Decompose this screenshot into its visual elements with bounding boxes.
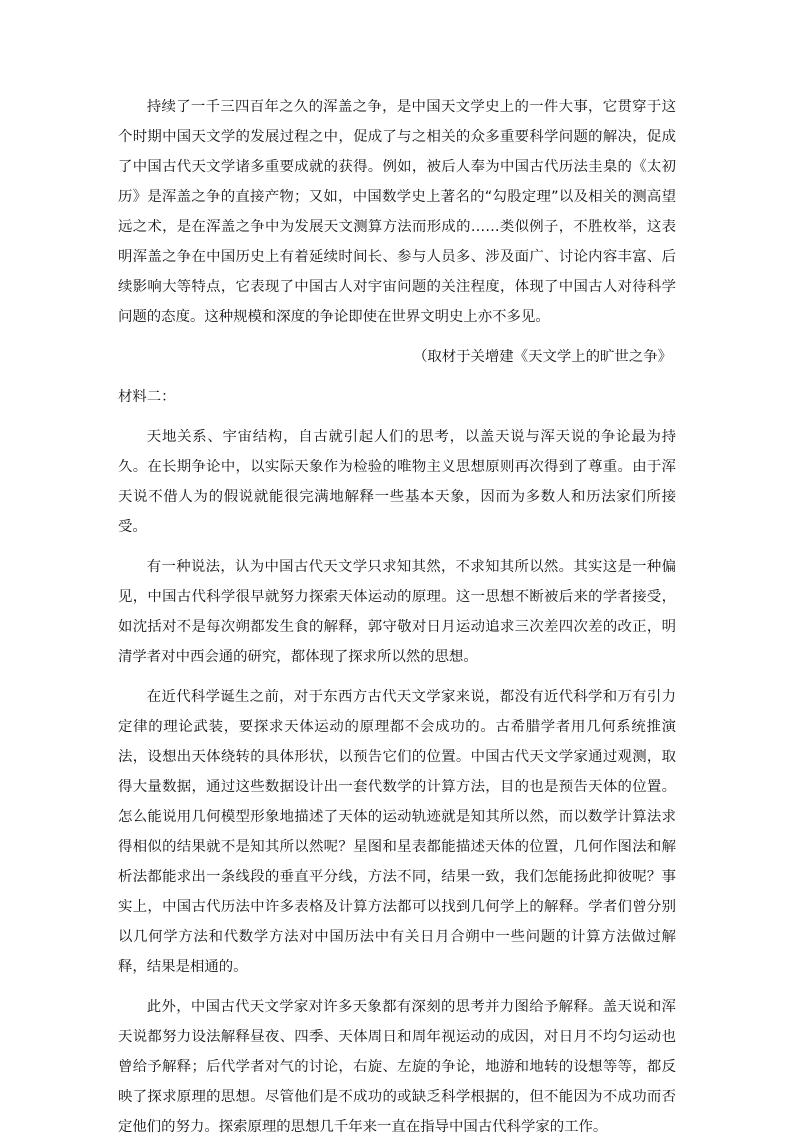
source-citation: （取材于关增建《天文学上的旷世之争》 [412, 349, 672, 365]
paragraph-3: 有一种说法，认为中国古代天文学只求知其然，不求知其所以然。其实这是一种偏见，中国古代科学很早就努力探索天体运动的原理。这一思想不断被后来的学者接受，如沈括对不是每次朔都发生食的解释，郭守敬对日月运动追求三次差四次差的改正，明清学者对中西会通的研究，都体现了探求所以然的思想。 [118, 559, 676, 665]
paragraph-4: 在近代科学诞生之前，对于东西方古代天文学家来说，都没有近代科学和万有引力定律的理论武装，要探求天体运动的原理都不会成功的。古希腊学者用几何系统推演法，设想出天体绕转的具体形状，以预告它们的位置。中国古代天文学家通过观测，取得大量数据，通过这些数据设计出一套代数学的计算方法，目的也是预告天体的位置。怎么能说用几何模型形象地描述了天体的运动轨迹就是知其所以然，而以数学计算法求得相似的结果就不是知其所以然呢？星图和星表都能描述天体的位置，几何作图法和解析法都能求出一条线段的垂直平分线，方法不同，结果一致，我们怎能扬此抑彼呢？事实上，中国古代历法中许多表格及计算方法都可以找到几何学上的解释。学者们曾分别以几何学方法和代数学方法对中国历法中有关日月合朔中一些问题的计算方法做过解释，结果是相通的。 [118, 689, 676, 975]
section-heading: 材料二： [118, 389, 176, 405]
document-page [118, 92, 676, 1142]
paragraph-5: 此外，中国古代天文学家对许多天象都有深刻的思考并力图给予解释。盖天说和浑天说都努力设法解释昼夜、四季、天体周日和周年视运动的成因，对日月不均匀运动也曾给予解释；后代学者对气的讨论，右旋、左旋的争论，地游和地转的设想等等，都反映了探求原理的思想。尽管他们是不成功的或缺乏科学根据的，但不能因为不成功而否定他们的努力。探索原理的思想几千年来一直在指导中国古代科学家的工作。 [118, 999, 676, 1135]
paragraph-2: 天地关系、宇宙结构，自古就引起人们的思考，以盖天说与浑天说的争论最为持久。在长期争论中，以实际天象作为检验的唯物主义思想原则再次得到了尊重。由于浑天说不借人为的假说就能很完满地解释一些基本天象，因而为多数人和历法家们所接受。 [118, 429, 676, 535]
paragraph-1: 持续了一千三四百年之久的浑盖之争，是中国天文学史上的一件大事，它贯穿于这个时期中国天文学的发展过程之中，促成了与之相关的众多重要科学问题的解决，促成了中国古代天文学诸多重要成就的获得。例如，被后人奉为中国古代历法圭臬的《太初历》是浑盖之争的直接产物；又如，中国数学史上著名的“勾股定理”以及相关的测高望远之术，是在浑盖之争中为发展天文测算方法而形成的……类似例子，不胜枚举，这表明浑盖之争在中国历史上有着延续时间长、参与人员多、涉及面广、讨论内容丰富、后续影响大等特点，它表现了中国古人对宇宙问题的关注程度，体现了中国古人对待科学问题的态度。这种规模和深度的争论即使在世界文明史上亦不多见。 [118, 99, 676, 325]
